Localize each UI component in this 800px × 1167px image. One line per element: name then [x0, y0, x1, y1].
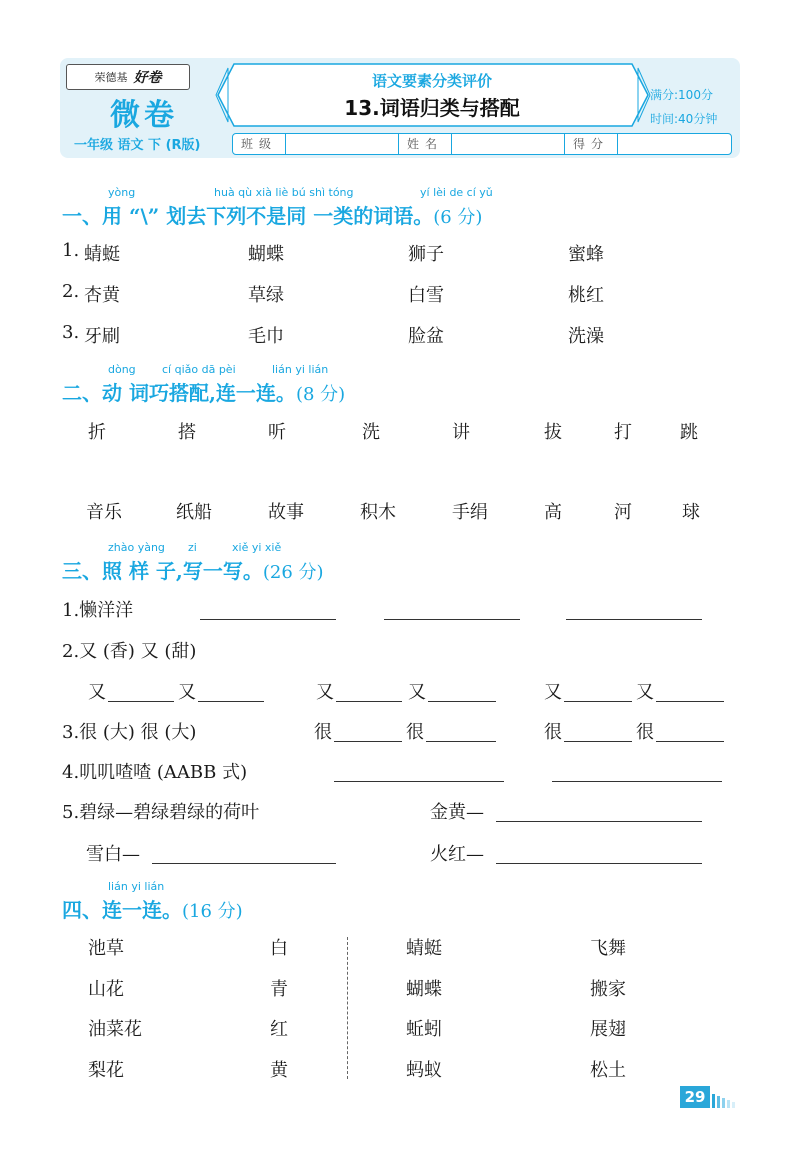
noun-item[interactable]: 高	[544, 502, 562, 523]
publisher-logo	[66, 64, 190, 90]
word-option[interactable]: 毛巾	[248, 326, 284, 347]
noun-item[interactable]: 河	[614, 502, 632, 523]
verb-item[interactable]: 洗	[362, 422, 380, 443]
color-prompt: 火红—	[430, 844, 484, 865]
page-number: 29	[680, 1086, 710, 1108]
column-divider	[347, 937, 348, 1079]
color-prompt: 金黄—	[430, 802, 484, 823]
noun-item[interactable]: 手绢	[452, 502, 488, 523]
section-4-score: (16 分)	[182, 901, 243, 922]
answer-blank[interactable]	[656, 700, 724, 702]
match-item[interactable]: 蜻蜓	[406, 938, 442, 959]
pinyin: huà qù xià liè bú shì tóng	[214, 186, 354, 199]
pinyin: xiě yi xiě	[232, 541, 282, 554]
logo-brand-2: 好卷	[133, 70, 162, 86]
name-label: 姓名	[399, 134, 452, 154]
section-2-score: (8 分)	[295, 384, 346, 405]
noun-item[interactable]: 故事	[268, 502, 304, 523]
name-field[interactable]	[452, 134, 565, 154]
word-option[interactable]: 洗澡	[568, 326, 604, 347]
answer-blank[interactable]	[334, 780, 504, 782]
match-item[interactable]: 油菜花	[88, 1019, 142, 1040]
pinyin: yí lèi de cí yǔ	[420, 186, 493, 199]
verb-item[interactable]: 讲	[452, 422, 470, 443]
answer-blank[interactable]	[334, 740, 402, 742]
word-option[interactable]: 草绿	[248, 285, 284, 306]
section-4-title-text: 四、连一连。	[62, 898, 182, 922]
section-3-title-text: 三、照 样 子,写一写。	[62, 559, 263, 583]
pinyin: zhào yàng	[108, 541, 165, 554]
answer-blank[interactable]	[426, 740, 496, 742]
you-char: 又	[544, 682, 562, 703]
full-score: 满分:100分	[650, 88, 713, 102]
noun-item[interactable]: 球	[682, 502, 700, 523]
word-option[interactable]: 白雪	[408, 285, 444, 306]
section-2-title-text: 二、动 词巧搭配,连一连。	[62, 381, 296, 405]
verb-item[interactable]: 拔	[544, 422, 562, 443]
section-1-score: (6 分)	[433, 207, 483, 228]
verb-item[interactable]: 听	[268, 422, 286, 443]
match-item[interactable]: 山花	[88, 979, 124, 1000]
hen-char: 很	[406, 722, 424, 743]
row-number: 1.	[62, 240, 80, 261]
word-option[interactable]: 脸盆	[408, 326, 444, 347]
pinyin: dòng	[108, 363, 136, 376]
section-4-title	[62, 894, 243, 923]
logo-brand-1: 荣德基	[94, 71, 128, 84]
answer-blank[interactable]	[200, 618, 336, 620]
match-item[interactable]: 展翅	[590, 1019, 626, 1040]
match-item[interactable]: 松土	[590, 1060, 626, 1081]
answer-blank[interactable]	[566, 618, 702, 620]
answer-blank[interactable]	[496, 820, 702, 822]
hen-char: 很	[544, 722, 562, 743]
answer-blank[interactable]	[496, 862, 702, 864]
row-number: 3.	[62, 322, 80, 343]
match-item[interactable]: 蝴蝶	[406, 979, 442, 1000]
question-4: 4.叽叽喳喳 (AABB 式)	[62, 762, 248, 783]
class-field[interactable]	[286, 134, 399, 154]
noun-item[interactable]: 积木	[360, 502, 396, 523]
answer-blank[interactable]	[108, 700, 174, 702]
word-option[interactable]: 蝴蝶	[248, 244, 284, 265]
you-char: 又	[178, 682, 196, 703]
match-item[interactable]: 飞舞	[590, 938, 626, 959]
you-char: 又	[316, 682, 334, 703]
row-number: 2.	[62, 281, 80, 302]
question-2: 2.又 (香) 又 (甜)	[62, 641, 197, 662]
match-item[interactable]: 蚯蚓	[406, 1019, 442, 1040]
match-item[interactable]: 蚂蚁	[406, 1060, 442, 1081]
match-item[interactable]: 池草	[88, 938, 124, 959]
word-option[interactable]: 牙刷	[84, 326, 120, 347]
match-item[interactable]: 黄	[270, 1060, 288, 1081]
page-decoration-icon	[712, 1092, 742, 1108]
noun-item[interactable]: 纸船	[176, 502, 212, 523]
match-item[interactable]: 青	[270, 979, 288, 1000]
section-3-score: (26 分)	[262, 562, 324, 583]
match-item[interactable]: 搬家	[590, 979, 626, 1000]
answer-blank[interactable]	[384, 618, 520, 620]
answer-blank[interactable]	[198, 700, 264, 702]
micro-title: 微卷	[110, 98, 178, 133]
answer-blank[interactable]	[564, 740, 632, 742]
section-3-title	[62, 555, 324, 584]
section-1-title-text: 一、用 “\” 划去下列不是同 一类的词语。	[62, 204, 434, 228]
answer-blank[interactable]	[336, 700, 402, 702]
lesson-title: 13.词语归类与搭配	[344, 96, 520, 120]
student-info-bar	[232, 133, 732, 155]
pinyin: lián yi lián	[108, 880, 165, 893]
you-char: 又	[88, 682, 106, 703]
section-2-title	[62, 377, 345, 406]
score-field[interactable]	[618, 134, 731, 154]
pinyin: lián yi lián	[272, 363, 329, 376]
match-item[interactable]: 红	[270, 1019, 288, 1040]
word-option[interactable]: 桃红	[568, 285, 604, 306]
word-option[interactable]: 杏黄	[84, 285, 120, 306]
question-5: 5.碧绿—碧绿碧绿的荷叶	[62, 802, 260, 823]
class-label: 班级	[233, 134, 286, 154]
verb-item[interactable]: 折	[88, 422, 106, 443]
color-prompt: 雪白—	[86, 844, 140, 865]
you-char: 又	[636, 682, 654, 703]
verb-item[interactable]: 跳	[680, 422, 698, 443]
answer-blank[interactable]	[552, 780, 722, 782]
pinyin: zi	[188, 541, 197, 554]
word-option[interactable]: 狮子	[408, 244, 444, 265]
hen-char: 很	[314, 722, 332, 743]
match-item[interactable]: 白	[270, 938, 288, 959]
question-1: 1.懒洋洋	[62, 600, 134, 621]
series-title: 语文要素分类评价	[371, 72, 492, 90]
pinyin: yòng	[108, 186, 136, 199]
answer-blank[interactable]	[656, 740, 724, 742]
you-char: 又	[408, 682, 426, 703]
answer-blank[interactable]	[428, 700, 496, 702]
word-option[interactable]: 蜻蜓	[84, 244, 120, 265]
grade-label: 一年级 语文 下 (R版)	[74, 138, 201, 153]
noun-item[interactable]: 音乐	[86, 502, 122, 523]
verb-item[interactable]: 打	[614, 422, 632, 443]
score-label: 得分	[565, 134, 618, 154]
time-limit: 时间:40分钟	[650, 112, 718, 126]
pinyin: cí qiǎo dā pèi	[162, 363, 236, 376]
answer-blank[interactable]	[152, 862, 336, 864]
verb-item[interactable]: 搭	[178, 422, 196, 443]
answer-blank[interactable]	[564, 700, 632, 702]
hen-char: 很	[636, 722, 654, 743]
match-item[interactable]: 梨花	[88, 1060, 124, 1081]
question-3: 3.很 (大) 很 (大)	[62, 722, 197, 743]
word-option[interactable]: 蜜蜂	[568, 244, 604, 265]
section-1-title	[62, 200, 482, 229]
